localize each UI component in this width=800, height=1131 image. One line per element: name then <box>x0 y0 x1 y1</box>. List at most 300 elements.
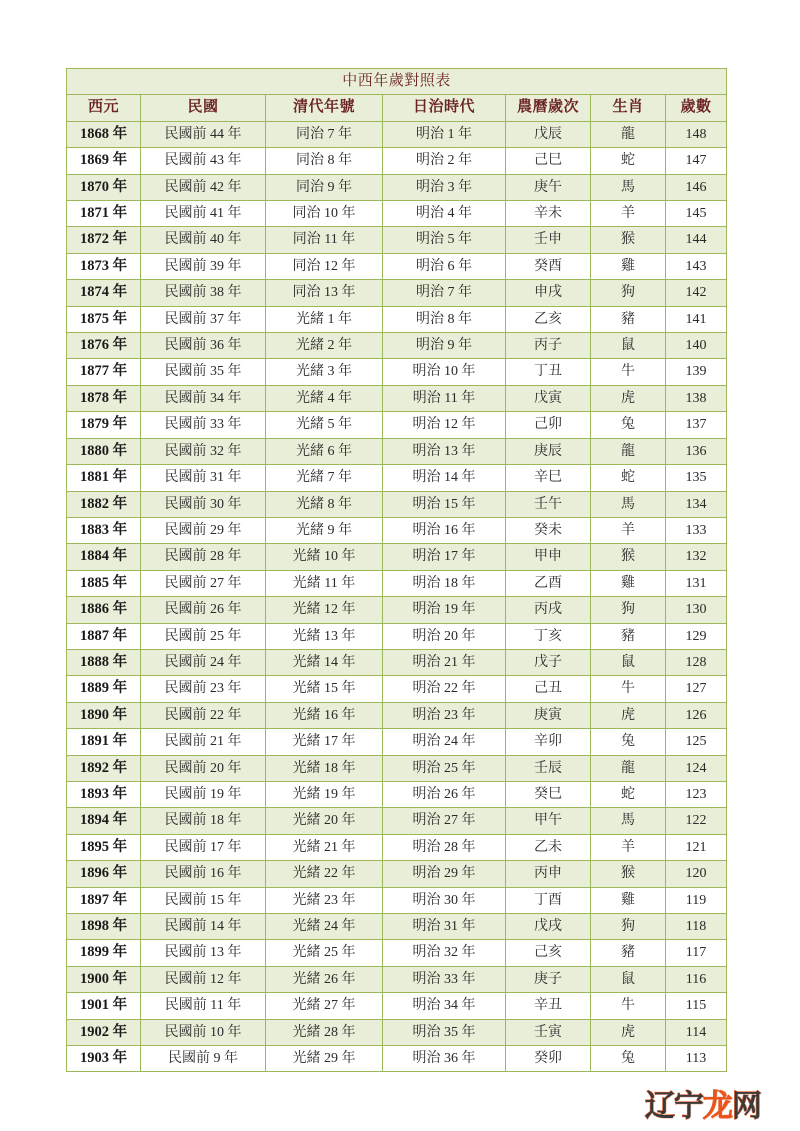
cell-ganzhi: 丁酉 <box>506 887 591 913</box>
cell-age: 125 <box>666 729 727 755</box>
cell-qing: 光緒 18 年 <box>266 755 383 781</box>
cell-ganzhi: 乙未 <box>506 834 591 860</box>
cell-ganzhi: 壬寅 <box>506 1019 591 1045</box>
cell-ganzhi: 庚子 <box>506 966 591 992</box>
cell-ganzhi: 庚辰 <box>506 438 591 464</box>
cell-age: 126 <box>666 702 727 728</box>
cell-age: 124 <box>666 755 727 781</box>
cell-year: 1889 年 <box>67 676 141 702</box>
cell-ganzhi: 壬申 <box>506 227 591 253</box>
cell-ganzhi: 庚午 <box>506 174 591 200</box>
cell-japanese: 明治 4 年 <box>383 201 506 227</box>
cell-roc: 民國前 39 年 <box>141 253 266 279</box>
cell-age: 146 <box>666 174 727 200</box>
table-row <box>67 280 727 306</box>
table-row <box>67 676 727 702</box>
cell-age: 132 <box>666 544 727 570</box>
cell-zodiac: 鼠 <box>591 966 666 992</box>
cell-ganzhi: 乙酉 <box>506 570 591 596</box>
cell-ganzhi: 己巳 <box>506 148 591 174</box>
cell-age: 144 <box>666 227 727 253</box>
cell-ganzhi: 丙申 <box>506 861 591 887</box>
cell-ganzhi: 丁丑 <box>506 359 591 385</box>
cell-zodiac: 龍 <box>591 755 666 781</box>
cell-zodiac: 兔 <box>591 1046 666 1072</box>
cell-japanese: 明治 29 年 <box>383 861 506 887</box>
cell-year: 1900 年 <box>67 966 141 992</box>
table-row <box>67 227 727 253</box>
cell-japanese: 明治 28 年 <box>383 834 506 860</box>
cell-year: 1896 年 <box>67 861 141 887</box>
cell-age: 130 <box>666 597 727 623</box>
table-row <box>67 597 727 623</box>
cell-age: 117 <box>666 940 727 966</box>
cell-roc: 民國前 13 年 <box>141 940 266 966</box>
cell-age: 148 <box>666 121 727 147</box>
cell-ganzhi: 乙亥 <box>506 306 591 332</box>
cell-year: 1879 年 <box>67 412 141 438</box>
cell-zodiac: 雞 <box>591 253 666 279</box>
cell-age: 118 <box>666 914 727 940</box>
cell-roc: 民國前 35 年 <box>141 359 266 385</box>
table-row <box>67 491 727 517</box>
cell-year: 1870 年 <box>67 174 141 200</box>
cell-ganzhi: 己丑 <box>506 676 591 702</box>
cell-age: 143 <box>666 253 727 279</box>
cell-age: 138 <box>666 385 727 411</box>
cell-qing: 光緒 17 年 <box>266 729 383 755</box>
cell-japanese: 明治 12 年 <box>383 412 506 438</box>
table-row <box>67 544 727 570</box>
cell-ganzhi: 丙戌 <box>506 597 591 623</box>
cell-japanese: 明治 24 年 <box>383 729 506 755</box>
cell-year: 1876 年 <box>67 333 141 359</box>
cell-japanese: 明治 31 年 <box>383 914 506 940</box>
cell-age: 113 <box>666 1046 727 1072</box>
cell-year: 1874 年 <box>67 280 141 306</box>
table-row <box>67 914 727 940</box>
cell-japanese: 明治 5 年 <box>383 227 506 253</box>
cell-ganzhi: 癸未 <box>506 517 591 543</box>
cell-year: 1903 年 <box>67 1046 141 1072</box>
cell-ganzhi: 辛丑 <box>506 993 591 1019</box>
cell-zodiac: 雞 <box>591 570 666 596</box>
cell-qing: 光緒 27 年 <box>266 993 383 1019</box>
cell-year: 1877 年 <box>67 359 141 385</box>
table-row <box>67 729 727 755</box>
cell-qing: 光緒 1 年 <box>266 306 383 332</box>
cell-qing: 光緒 20 年 <box>266 808 383 834</box>
cell-ganzhi: 甲午 <box>506 808 591 834</box>
cell-ganzhi: 癸巳 <box>506 781 591 807</box>
table-title: 中西年歲對照表 <box>67 69 727 95</box>
cell-zodiac: 豬 <box>591 940 666 966</box>
cell-zodiac: 龍 <box>591 438 666 464</box>
cell-ganzhi: 丙子 <box>506 333 591 359</box>
watermark-text-part1: 辽宁 <box>645 1089 703 1124</box>
cell-age: 128 <box>666 649 727 675</box>
cell-qing: 光緒 3 年 <box>266 359 383 385</box>
cell-year: 1901 年 <box>67 993 141 1019</box>
cell-japanese: 明治 10 年 <box>383 359 506 385</box>
cell-zodiac: 鼠 <box>591 649 666 675</box>
cell-year: 1894 年 <box>67 808 141 834</box>
cell-year: 1872 年 <box>67 227 141 253</box>
table-row <box>67 174 727 200</box>
cell-roc: 民國前 25 年 <box>141 623 266 649</box>
cell-ganzhi: 癸酉 <box>506 253 591 279</box>
cell-age: 140 <box>666 333 727 359</box>
cell-roc: 民國前 18 年 <box>141 808 266 834</box>
cell-roc: 民國前 14 年 <box>141 914 266 940</box>
cell-age: 123 <box>666 781 727 807</box>
cell-ganzhi: 辛未 <box>506 201 591 227</box>
cell-japanese: 明治 2 年 <box>383 148 506 174</box>
cell-qing: 光緒 9 年 <box>266 517 383 543</box>
table-row <box>67 465 727 491</box>
cell-roc: 民國前 12 年 <box>141 966 266 992</box>
cell-japanese: 明治 30 年 <box>383 887 506 913</box>
column-header-age: 歲數 <box>666 95 727 121</box>
table-row <box>67 517 727 543</box>
cell-age: 121 <box>666 834 727 860</box>
cell-japanese: 明治 34 年 <box>383 993 506 1019</box>
cell-roc: 民國前 37 年 <box>141 306 266 332</box>
cell-year: 1882 年 <box>67 491 141 517</box>
cell-roc: 民國前 41 年 <box>141 201 266 227</box>
cell-ganzhi: 辛巳 <box>506 465 591 491</box>
cell-roc: 民國前 17 年 <box>141 834 266 860</box>
cell-zodiac: 兔 <box>591 412 666 438</box>
cell-japanese: 明治 14 年 <box>383 465 506 491</box>
table-header-row <box>67 95 727 121</box>
cell-japanese: 明治 8 年 <box>383 306 506 332</box>
cell-year: 1888 年 <box>67 649 141 675</box>
table-row <box>67 121 727 147</box>
cell-year: 1869 年 <box>67 148 141 174</box>
cell-qing: 同治 9 年 <box>266 174 383 200</box>
cell-age: 116 <box>666 966 727 992</box>
table-row <box>67 333 727 359</box>
table-row <box>67 887 727 913</box>
cell-age: 139 <box>666 359 727 385</box>
cell-japanese: 明治 7 年 <box>383 280 506 306</box>
cell-ganzhi: 辛卯 <box>506 729 591 755</box>
cell-roc: 民國前 43 年 <box>141 148 266 174</box>
table-row <box>67 808 727 834</box>
cell-ganzhi: 庚寅 <box>506 702 591 728</box>
cell-zodiac: 猴 <box>591 544 666 570</box>
chinese-western-year-table <box>66 68 727 1072</box>
cell-year: 1884 年 <box>67 544 141 570</box>
column-header-roc: 民國 <box>141 95 266 121</box>
cell-age: 122 <box>666 808 727 834</box>
cell-japanese: 明治 26 年 <box>383 781 506 807</box>
cell-qing: 光緒 11 年 <box>266 570 383 596</box>
cell-roc: 民國前 40 年 <box>141 227 266 253</box>
cell-qing: 同治 10 年 <box>266 201 383 227</box>
cell-age: 137 <box>666 412 727 438</box>
cell-qing: 光緒 10 年 <box>266 544 383 570</box>
cell-zodiac: 虎 <box>591 385 666 411</box>
cell-roc: 民國前 29 年 <box>141 517 266 543</box>
cell-roc: 民國前 42 年 <box>141 174 266 200</box>
cell-zodiac: 豬 <box>591 623 666 649</box>
cell-qing: 光緒 7 年 <box>266 465 383 491</box>
cell-year: 1892 年 <box>67 755 141 781</box>
column-header-japanese: 日治時代 <box>383 95 506 121</box>
table-row <box>67 940 727 966</box>
cell-year: 1873 年 <box>67 253 141 279</box>
cell-year: 1886 年 <box>67 597 141 623</box>
cell-zodiac: 虎 <box>591 1019 666 1045</box>
cell-qing: 同治 7 年 <box>266 121 383 147</box>
cell-age: 135 <box>666 465 727 491</box>
cell-age: 115 <box>666 993 727 1019</box>
cell-roc: 民國前 34 年 <box>141 385 266 411</box>
cell-age: 119 <box>666 887 727 913</box>
cell-age: 136 <box>666 438 727 464</box>
cell-age: 142 <box>666 280 727 306</box>
cell-zodiac: 蛇 <box>591 148 666 174</box>
table-row <box>67 966 727 992</box>
cell-qing: 光緒 29 年 <box>266 1046 383 1072</box>
cell-japanese: 明治 36 年 <box>383 1046 506 1072</box>
calendar-table-container <box>66 68 726 1072</box>
cell-qing: 光緒 4 年 <box>266 385 383 411</box>
cell-roc: 民國前 32 年 <box>141 438 266 464</box>
cell-qing: 光緒 22 年 <box>266 861 383 887</box>
cell-zodiac: 猴 <box>591 861 666 887</box>
cell-age: 134 <box>666 491 727 517</box>
cell-year: 1883 年 <box>67 517 141 543</box>
cell-roc: 民國前 20 年 <box>141 755 266 781</box>
cell-zodiac: 蛇 <box>591 781 666 807</box>
cell-qing: 光緒 2 年 <box>266 333 383 359</box>
cell-zodiac: 狗 <box>591 597 666 623</box>
cell-zodiac: 蛇 <box>591 465 666 491</box>
cell-ganzhi: 己亥 <box>506 940 591 966</box>
cell-japanese: 明治 21 年 <box>383 649 506 675</box>
cell-ganzhi: 丁亥 <box>506 623 591 649</box>
cell-year: 1902 年 <box>67 1019 141 1045</box>
cell-year: 1881 年 <box>67 465 141 491</box>
cell-year: 1887 年 <box>67 623 141 649</box>
table-row <box>67 1019 727 1045</box>
cell-zodiac: 牛 <box>591 993 666 1019</box>
cell-zodiac: 虎 <box>591 702 666 728</box>
cell-age: 141 <box>666 306 727 332</box>
table-row <box>67 755 727 781</box>
cell-roc: 民國前 9 年 <box>141 1046 266 1072</box>
column-header-year: 西元 <box>67 95 141 121</box>
table-row <box>67 306 727 332</box>
watermark-text-part2: 网 <box>732 1089 761 1124</box>
cell-zodiac: 兔 <box>591 729 666 755</box>
cell-year: 1871 年 <box>67 201 141 227</box>
cell-year: 1891 年 <box>67 729 141 755</box>
cell-japanese: 明治 16 年 <box>383 517 506 543</box>
cell-year: 1893 年 <box>67 781 141 807</box>
cell-ganzhi: 戊寅 <box>506 385 591 411</box>
cell-qing: 光緒 12 年 <box>266 597 383 623</box>
cell-roc: 民國前 28 年 <box>141 544 266 570</box>
cell-age: 114 <box>666 1019 727 1045</box>
cell-year: 1875 年 <box>67 306 141 332</box>
table-body <box>67 121 727 1072</box>
cell-year: 1898 年 <box>67 914 141 940</box>
cell-japanese: 明治 6 年 <box>383 253 506 279</box>
table-row <box>67 201 727 227</box>
cell-qing: 光緒 24 年 <box>266 914 383 940</box>
cell-year: 1885 年 <box>67 570 141 596</box>
cell-zodiac: 馬 <box>591 491 666 517</box>
table-row <box>67 834 727 860</box>
cell-zodiac: 鼠 <box>591 333 666 359</box>
site-watermark <box>645 1088 785 1126</box>
cell-zodiac: 牛 <box>591 676 666 702</box>
cell-year: 1890 年 <box>67 702 141 728</box>
column-header-qing: 清代年號 <box>266 95 383 121</box>
table-row <box>67 412 727 438</box>
cell-qing: 光緒 16 年 <box>266 702 383 728</box>
cell-qing: 同治 11 年 <box>266 227 383 253</box>
cell-zodiac: 羊 <box>591 517 666 543</box>
cell-year: 1868 年 <box>67 121 141 147</box>
cell-age: 131 <box>666 570 727 596</box>
cell-zodiac: 羊 <box>591 201 666 227</box>
cell-japanese: 明治 32 年 <box>383 940 506 966</box>
cell-roc: 民國前 24 年 <box>141 649 266 675</box>
cell-roc: 民國前 16 年 <box>141 861 266 887</box>
cell-japanese: 明治 3 年 <box>383 174 506 200</box>
cell-japanese: 明治 13 年 <box>383 438 506 464</box>
cell-japanese: 明治 23 年 <box>383 702 506 728</box>
cell-roc: 民國前 19 年 <box>141 781 266 807</box>
column-header-ganzhi: 農曆歲次 <box>506 95 591 121</box>
cell-ganzhi: 己卯 <box>506 412 591 438</box>
cell-ganzhi: 戊辰 <box>506 121 591 147</box>
cell-year: 1897 年 <box>67 887 141 913</box>
cell-qing: 同治 13 年 <box>266 280 383 306</box>
cell-age: 129 <box>666 623 727 649</box>
cell-zodiac: 牛 <box>591 359 666 385</box>
cell-qing: 光緒 28 年 <box>266 1019 383 1045</box>
cell-japanese: 明治 19 年 <box>383 597 506 623</box>
cell-year: 1880 年 <box>67 438 141 464</box>
cell-qing: 光緒 21 年 <box>266 834 383 860</box>
table-row <box>67 253 727 279</box>
cell-japanese: 明治 1 年 <box>383 121 506 147</box>
cell-age: 147 <box>666 148 727 174</box>
cell-roc: 民國前 15 年 <box>141 887 266 913</box>
table-head <box>67 69 727 122</box>
cell-age: 133 <box>666 517 727 543</box>
table-row <box>67 702 727 728</box>
cell-roc: 民國前 21 年 <box>141 729 266 755</box>
cell-qing: 同治 8 年 <box>266 148 383 174</box>
cell-qing: 光緒 6 年 <box>266 438 383 464</box>
cell-roc: 民國前 23 年 <box>141 676 266 702</box>
table-title-row <box>67 69 727 95</box>
cell-roc: 民國前 36 年 <box>141 333 266 359</box>
table-row <box>67 649 727 675</box>
cell-zodiac: 狗 <box>591 914 666 940</box>
cell-japanese: 明治 18 年 <box>383 570 506 596</box>
cell-roc: 民國前 10 年 <box>141 1019 266 1045</box>
column-header-zodiac: 生肖 <box>591 95 666 121</box>
cell-zodiac: 龍 <box>591 121 666 147</box>
cell-japanese: 明治 15 年 <box>383 491 506 517</box>
cell-ganzhi: 戊戌 <box>506 914 591 940</box>
cell-age: 127 <box>666 676 727 702</box>
table-row <box>67 359 727 385</box>
cell-qing: 光緒 15 年 <box>266 676 383 702</box>
cell-japanese: 明治 27 年 <box>383 808 506 834</box>
cell-year: 1895 年 <box>67 834 141 860</box>
table-row <box>67 438 727 464</box>
cell-roc: 民國前 27 年 <box>141 570 266 596</box>
table-row <box>67 1046 727 1072</box>
cell-year: 1899 年 <box>67 940 141 966</box>
cell-age: 145 <box>666 201 727 227</box>
cell-qing: 光緒 19 年 <box>266 781 383 807</box>
cell-ganzhi: 戊子 <box>506 649 591 675</box>
cell-roc: 民國前 22 年 <box>141 702 266 728</box>
cell-japanese: 明治 25 年 <box>383 755 506 781</box>
cell-zodiac: 雞 <box>591 887 666 913</box>
cell-roc: 民國前 44 年 <box>141 121 266 147</box>
cell-ganzhi: 壬午 <box>506 491 591 517</box>
cell-japanese: 明治 9 年 <box>383 333 506 359</box>
cell-zodiac: 羊 <box>591 834 666 860</box>
cell-japanese: 明治 20 年 <box>383 623 506 649</box>
cell-zodiac: 馬 <box>591 808 666 834</box>
table-row <box>67 385 727 411</box>
cell-japanese: 明治 22 年 <box>383 676 506 702</box>
cell-ganzhi: 壬辰 <box>506 755 591 781</box>
cell-ganzhi: 癸卯 <box>506 1046 591 1072</box>
cell-roc: 民國前 33 年 <box>141 412 266 438</box>
table-row <box>67 148 727 174</box>
cell-qing: 光緒 14 年 <box>266 649 383 675</box>
table-row <box>67 623 727 649</box>
cell-qing: 光緒 8 年 <box>266 491 383 517</box>
cell-roc: 民國前 31 年 <box>141 465 266 491</box>
cell-roc: 民國前 11 年 <box>141 993 266 1019</box>
cell-qing: 光緒 23 年 <box>266 887 383 913</box>
cell-zodiac: 狗 <box>591 280 666 306</box>
watermark-text-accent: 龙 <box>703 1089 732 1124</box>
cell-qing: 光緒 13 年 <box>266 623 383 649</box>
cell-japanese: 明治 35 年 <box>383 1019 506 1045</box>
cell-year: 1878 年 <box>67 385 141 411</box>
table-row <box>67 993 727 1019</box>
cell-qing: 光緒 5 年 <box>266 412 383 438</box>
cell-japanese: 明治 33 年 <box>383 966 506 992</box>
table-row <box>67 861 727 887</box>
table-row <box>67 781 727 807</box>
cell-roc: 民國前 26 年 <box>141 597 266 623</box>
cell-ganzhi: 甲申 <box>506 544 591 570</box>
cell-japanese: 明治 11 年 <box>383 385 506 411</box>
cell-qing: 光緒 25 年 <box>266 940 383 966</box>
cell-zodiac: 豬 <box>591 306 666 332</box>
cell-qing: 同治 12 年 <box>266 253 383 279</box>
table-row <box>67 570 727 596</box>
cell-roc: 民國前 30 年 <box>141 491 266 517</box>
cell-zodiac: 猴 <box>591 227 666 253</box>
